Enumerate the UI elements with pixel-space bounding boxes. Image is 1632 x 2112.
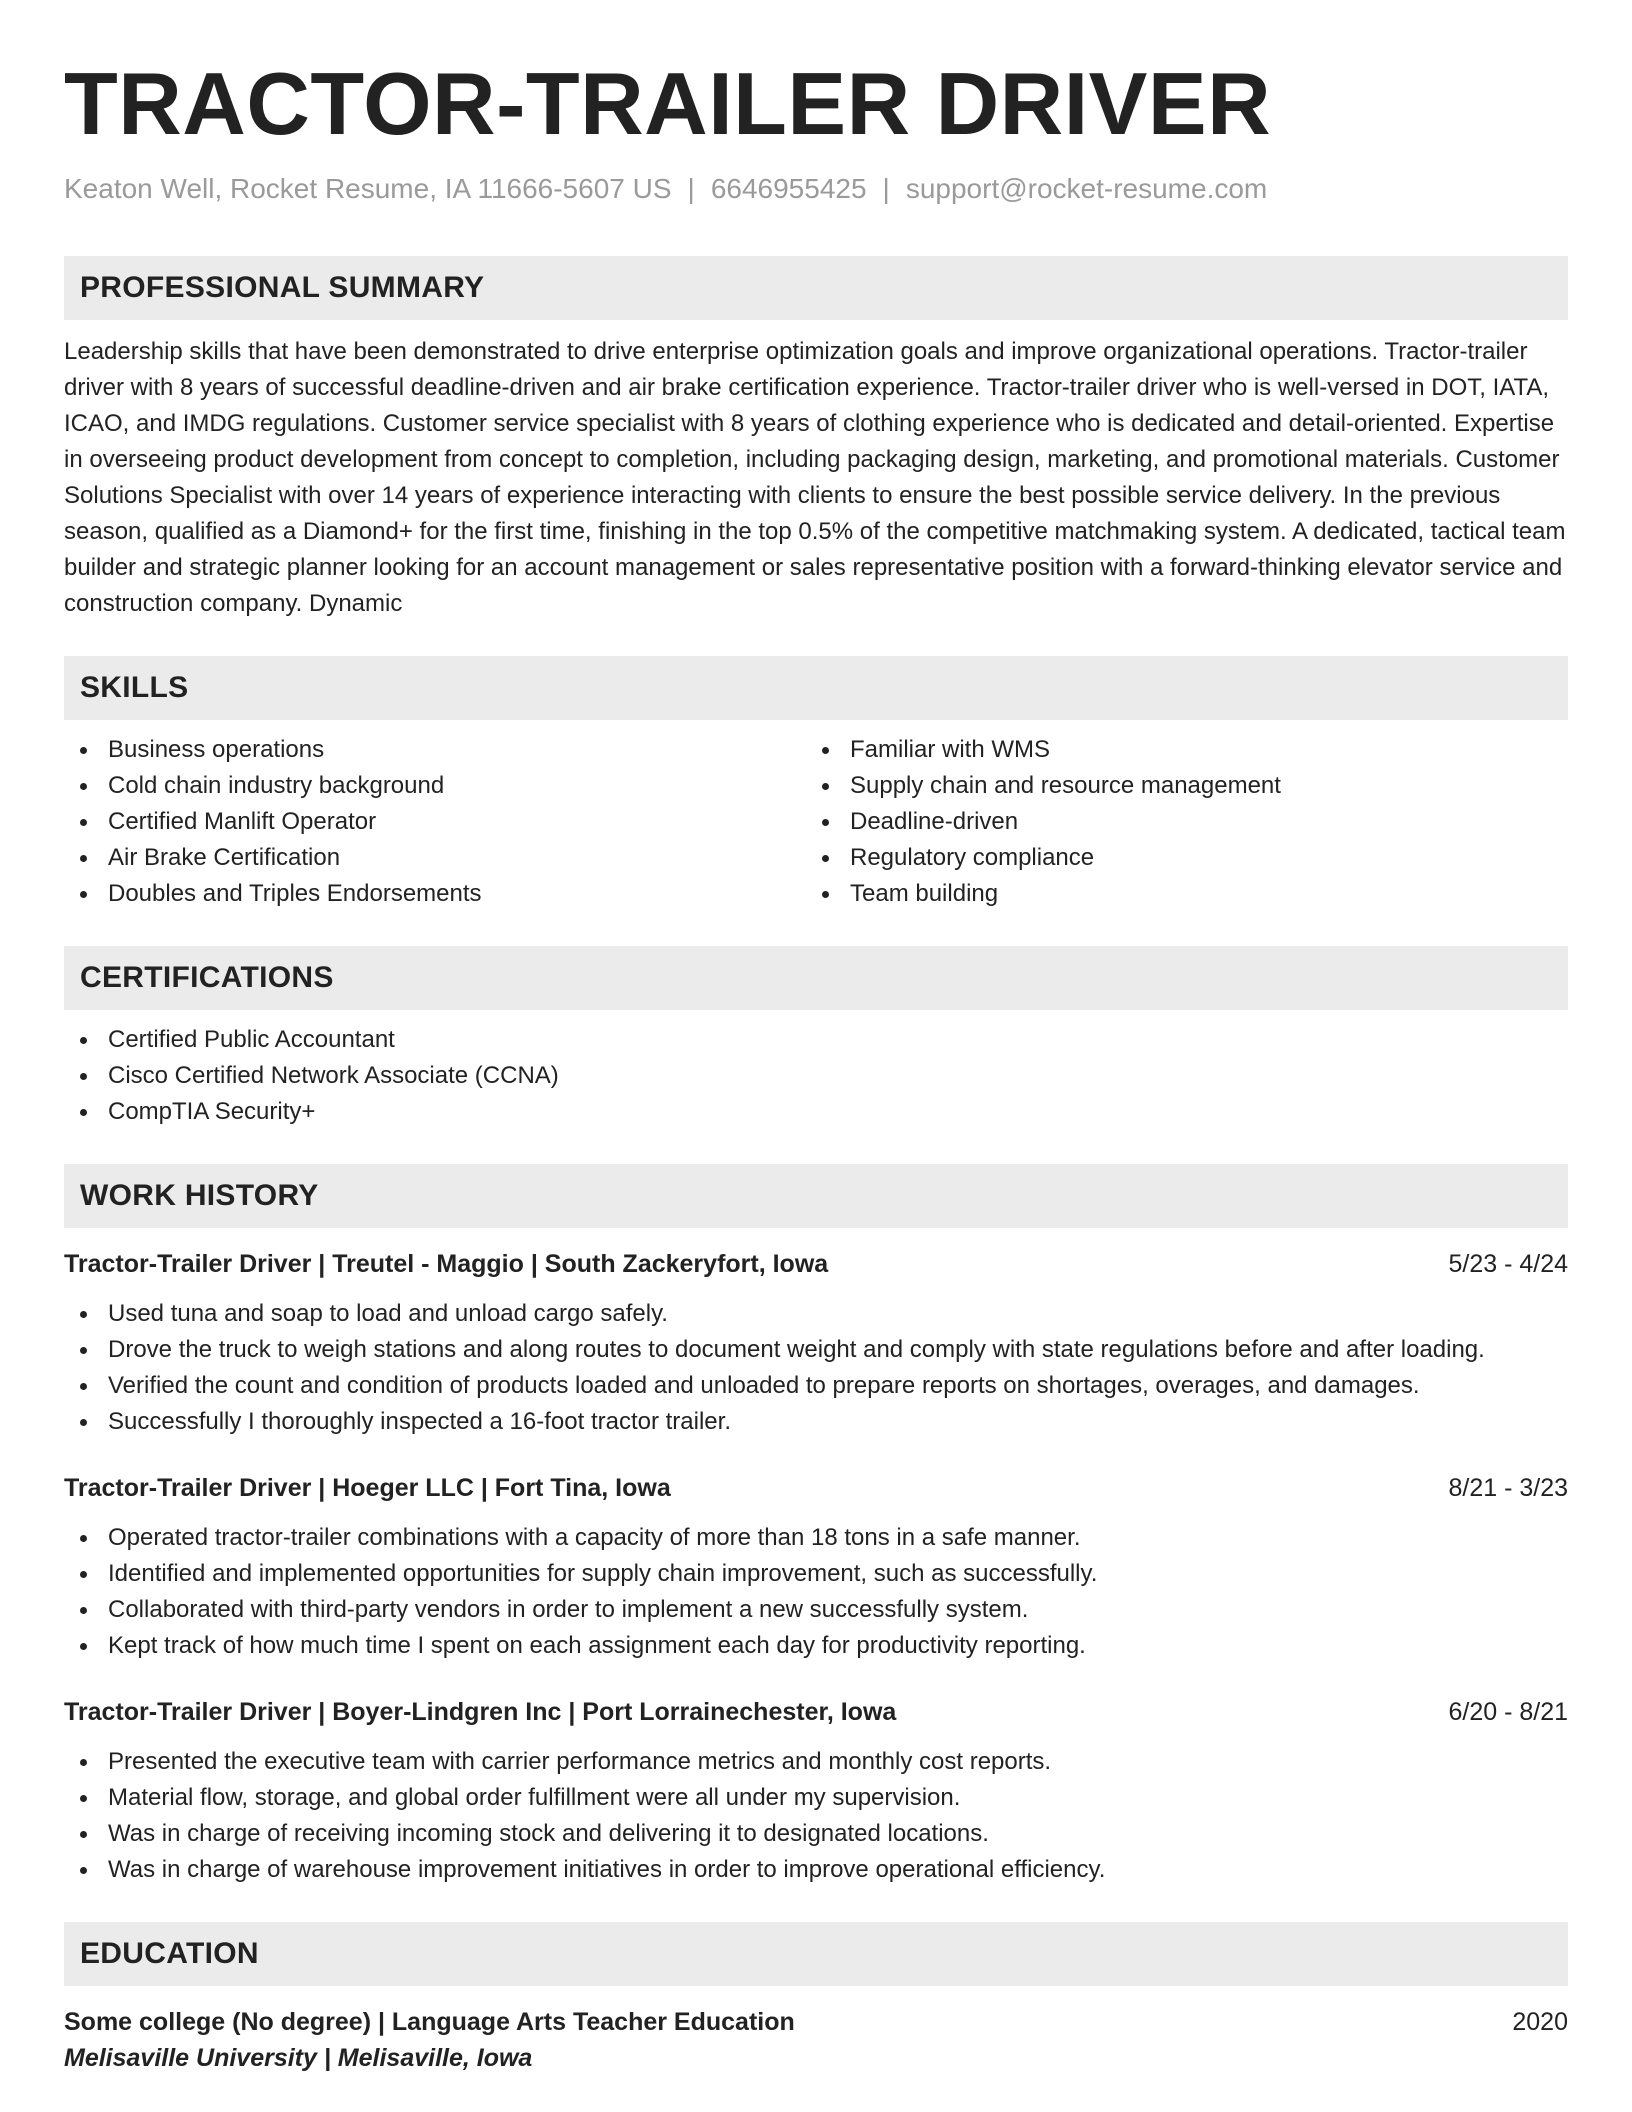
- education-year: 2020: [1512, 2008, 1568, 2036]
- section-header-summary: [64, 256, 1568, 320]
- job-title: Tractor-Trailer Driver | Treutel - Maggio | South Zackeryfort, Iowa: [64, 1250, 829, 1278]
- skills-grid: [64, 732, 1568, 912]
- job-bullets: [64, 1520, 1568, 1664]
- job-bullet: Kept track of how much time I spent on each assignment each day for productivity reporting.: [64, 1628, 1568, 1664]
- job-title: Tractor-Trailer Driver | Boyer-Lindgren Inc | Port Lorrainechester, Iowa: [64, 1698, 897, 1726]
- certification-item: Certified Public Accountant: [64, 1022, 1568, 1058]
- section-header-work-history: [64, 1164, 1568, 1228]
- skill-item: Air Brake Certification: [64, 840, 806, 876]
- education-header: [64, 2004, 1568, 2040]
- certification-item: Cisco Certified Network Associate (CCNA): [64, 1058, 1568, 1094]
- job-bullet: Was in charge of warehouse improvement initiatives in order to improve operational efficiency.: [64, 1852, 1568, 1888]
- skill-item: Doubles and Triples Endorsements: [64, 876, 806, 912]
- skill-item: Cold chain industry background: [64, 768, 806, 804]
- job-bullets: [64, 1296, 1568, 1440]
- certification-item: CompTIA Security+: [64, 1094, 1568, 1130]
- skill-item: Team building: [806, 876, 1548, 912]
- section-title: SKILLS: [80, 671, 189, 704]
- contact-line: [64, 172, 1568, 206]
- contact-address: Keaton Well, Rocket Resume, IA 11666-5607 US: [64, 173, 672, 204]
- skill-item: Business operations: [64, 732, 806, 768]
- resume-title: TRACTOR-TRAILER DRIVER: [64, 54, 1272, 153]
- job-bullet: Presented the executive team with carrier performance metrics and monthly cost reports.: [64, 1744, 1568, 1780]
- job-dates: 8/21 - 3/23: [1448, 1474, 1568, 1502]
- job-entry: [64, 1470, 1568, 1664]
- job-bullet: Material flow, storage, and global order fulfillment were all under my supervision.: [64, 1780, 1568, 1816]
- education-entry: [64, 2004, 1568, 2076]
- job-bullet: Used tuna and soap to load and unload cargo safely.: [64, 1296, 1568, 1332]
- job-entry: [64, 1246, 1568, 1440]
- contact-phone: 6646955425: [710, 173, 867, 204]
- skills-list-right: [806, 732, 1548, 912]
- skill-item: Supply chain and resource management: [806, 768, 1548, 804]
- job-bullet: Successfully I thoroughly inspected a 16-foot tractor trailer.: [64, 1404, 1568, 1440]
- skill-item: Regulatory compliance: [806, 840, 1548, 876]
- skill-item: Deadline-driven: [806, 804, 1548, 840]
- job-bullet: Identified and implemented opportunities for supply chain improvement, such as successfully.: [64, 1556, 1568, 1592]
- job-title: Tractor-Trailer Driver | Hoeger LLC | Fort Tina, Iowa: [64, 1474, 671, 1502]
- job-bullets: [64, 1744, 1568, 1888]
- job-bullet: Operated tractor-trailer combinations with a capacity of more than 18 tons in a safe manner.: [64, 1520, 1568, 1556]
- job-bullet: Was in charge of receiving incoming stock and delivering it to designated locations.: [64, 1816, 1568, 1852]
- section-title: PROFESSIONAL SUMMARY: [80, 271, 485, 304]
- contact-separator: |: [882, 173, 890, 204]
- job-dates: 5/23 - 4/24: [1448, 1250, 1568, 1278]
- education-degree: Some college (No degree) | Language Arts Teacher Education: [64, 2008, 795, 2036]
- job-header: [64, 1694, 1568, 1730]
- section-title: WORK HISTORY: [80, 1179, 319, 1212]
- job-bullet: Collaborated with third-party vendors in order to implement a new successfully system.: [64, 1592, 1568, 1628]
- certifications-list: [64, 1022, 1568, 1130]
- skills-list-left: [64, 732, 806, 912]
- contact-email: support@rocket-resume.com: [905, 173, 1268, 204]
- section-title: CERTIFICATIONS: [80, 961, 334, 994]
- job-bullet: Drove the truck to weigh stations and along routes to document weight and comply with state regulations before and after loading.: [64, 1332, 1568, 1368]
- job-dates: 6/20 - 8/21: [1448, 1698, 1568, 1726]
- section-header-skills: [64, 656, 1568, 720]
- contact-separator: |: [687, 173, 695, 204]
- job-header: [64, 1246, 1568, 1282]
- section-header-education: [64, 1922, 1568, 1986]
- job-header: [64, 1470, 1568, 1506]
- section-header-certifications: [64, 946, 1568, 1010]
- education-school: Melisaville University | Melisaville, Iowa: [64, 2044, 533, 2072]
- skill-item: Familiar with WMS: [806, 732, 1548, 768]
- summary-text: Leadership skills that have been demonstrated to drive enterprise optimization goals and improve organizational operations. Tractor-trailer driver with 8 years of successful deadline-driven and air brake certification experience. Tractor-trailer driver who is well-versed in DOT, IATA, ICAO, and IMDG regulations. Customer service specialist with 8 years of clothing experience who is dedicated and detail-oriented. Expertise in overseeing product development from concept to completion, including packaging design, marketing, and promotional materials. Customer Solutions Specialist with over 14 years of experience interacting with clients to ensure the best possible service delivery. In the previous season, qualified as a Diamond+ for the first time, finishing in the top 0.5% of the competitive matchmaking system. A dedicated, tactical team builder and strategic planner looking for an account management or sales representative position with a forward-thinking elevator service and construction company. Dynamic: [64, 338, 1566, 617]
- job-entry: [64, 1694, 1568, 1888]
- skill-item: Certified Manlift Operator: [64, 804, 806, 840]
- job-bullet: Verified the count and condition of products loaded and unloaded to prepare reports on shortages, overages, and damages.: [64, 1368, 1568, 1404]
- section-title: EDUCATION: [80, 1937, 259, 1970]
